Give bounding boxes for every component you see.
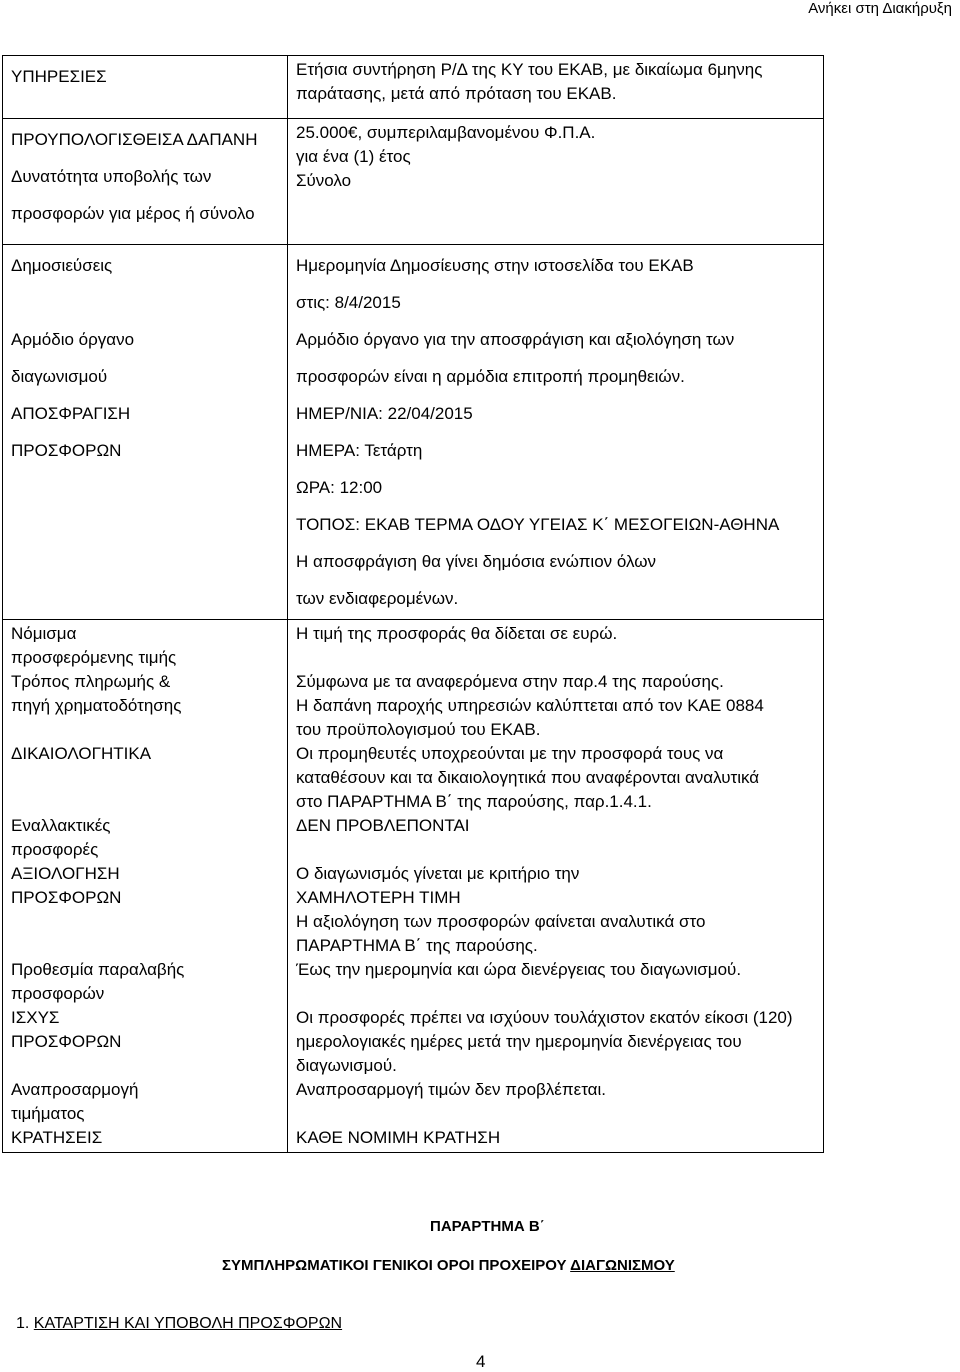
value-line: Οι προμηθευτές υποχρεούνται με την προσφορά τους να xyxy=(296,744,724,763)
spacer xyxy=(296,106,815,116)
label-line xyxy=(11,934,279,958)
value-line: Σύνολο xyxy=(296,171,352,190)
value-line: ΗΜΕΡΑ: Τετάρτη xyxy=(296,441,423,460)
value-line: Η τιμή της προσφοράς θα δίδεται σε ευρώ. xyxy=(296,624,618,643)
label-line xyxy=(11,766,279,790)
label-line: ΠΡΟΣΦΟΡΩΝ xyxy=(11,1032,122,1051)
spacer xyxy=(11,95,279,105)
value-line: των ενδιαφερομένων. xyxy=(296,589,459,608)
label-line xyxy=(11,910,279,934)
label-line: Αναπροσαρμογή xyxy=(11,1080,139,1099)
label-line: Δυνατότητα υποβολής των xyxy=(11,167,212,186)
label-line: τιμήματος xyxy=(11,1104,85,1123)
section-number: 1. xyxy=(16,1315,34,1332)
value-line: ΩΡΑ: 12:00 xyxy=(296,478,383,497)
label-line: Νόμισμα xyxy=(11,624,77,643)
value-line: παράτασης, μετά από πρόταση του ΕΚΑΒ. xyxy=(296,84,617,103)
value-line: ΧΑΜΗΛΟΤΕΡΗ ΤΙΜΗ xyxy=(296,888,461,907)
annex-subtitle xyxy=(222,1257,675,1274)
header-note: Ανήκει στη Διακήρυξη xyxy=(808,0,952,17)
label-line xyxy=(11,1054,279,1078)
value-cell xyxy=(288,56,824,119)
section-heading xyxy=(16,1315,342,1333)
value-line: Σύμφωνα με τα αναφερόμενα στην παρ.4 της παρούσης. xyxy=(296,672,724,691)
label-cell xyxy=(3,119,288,245)
label-line: ΚΡΑΤΗΣΕΙΣ xyxy=(11,1128,103,1147)
value-line: καταθέσουν και τα δικαιολογητικά που αναφέρονται αναλυτικά xyxy=(296,768,760,787)
value-line: Αναπροσαρμογή τιμών δεν προβλέπεται. xyxy=(296,1080,607,1099)
label-line: ΔΙΚΑΙΟΛΟΓΗΤΙΚΑ xyxy=(11,744,152,763)
label-line: Τρόπος πληρωμής & xyxy=(11,672,171,691)
value-line: ΗΜΕΡ/ΝΙΑ: 22/04/2015 xyxy=(296,404,473,423)
page-number: 4 xyxy=(476,1352,486,1371)
value-line: του προϋπολογισμού του ΕΚΑΒ. xyxy=(296,720,541,739)
label-line: ΠΡΟΥΠΟΛΟΓΙΣΘΕΙΣΑ ΔΑΠΑΝΗ xyxy=(11,130,258,149)
value-line: Έως την ημερομηνία και ώρα διενέργειας του διαγωνισμού. xyxy=(296,960,742,979)
value-line: διαγωνισμού. xyxy=(296,1056,397,1075)
value-line: Αρμόδιο όργανο για την αποσφράγιση και αξιολόγηση των xyxy=(296,330,735,349)
value-line xyxy=(296,646,815,670)
spacer xyxy=(11,232,279,242)
label-cell xyxy=(3,245,288,620)
value-line: ΠΑΡΑΡΤΗΜΑ Β΄ της παρούσης. xyxy=(296,936,538,955)
value-line: Η αποσφράγιση θα γίνει δημόσια ενώπιον όλων xyxy=(296,552,657,571)
annex-title: ΠΑΡΑΡΤΗΜΑ Β΄ xyxy=(430,1218,545,1235)
terms-table xyxy=(2,55,824,1153)
value-line: ΤΟΠΟΣ: ΕΚΑΒ ΤΕΡΜΑ ΟΔΟΥ ΥΓΕΙΑΣ Κ΄ ΜΕΣΟΓΕΙΩΝ-ΑΘΗΝΑ xyxy=(296,515,780,534)
label-cell xyxy=(3,56,288,119)
label-line: πηγή χρηματοδότησης xyxy=(11,696,182,715)
value-cell xyxy=(288,620,824,1153)
label-line: προσφορών xyxy=(11,984,105,1003)
label-line: ΥΠΗΡΕΣΙΕΣ xyxy=(11,67,107,86)
value-line: Η δαπάνη παροχής υπηρεσιών καλύπτεται από τον ΚΑΕ 0884 xyxy=(296,696,764,715)
label-line: ΠΡΟΣΦΟΡΩΝ xyxy=(11,441,122,460)
label-line xyxy=(11,790,279,814)
label-line: Εναλλακτικές xyxy=(11,816,111,835)
value-cell xyxy=(288,245,824,620)
label-line: προσφορές xyxy=(11,840,99,859)
value-line xyxy=(296,982,815,1006)
value-line: προσφορών είναι η αρμόδια επιτροπή προμηθειών. xyxy=(296,367,685,386)
row-services xyxy=(3,56,824,119)
label-line: ΠΡΟΣΦΟΡΩΝ xyxy=(11,888,122,907)
label-line: Δημοσιεύσεις xyxy=(11,256,113,275)
value-line: 25.000€, συμπεριλαμβανομένου Φ.Π.Α. xyxy=(296,123,596,142)
label-line: Αρμόδιο όργανο xyxy=(11,330,135,349)
label-cell xyxy=(3,620,288,1153)
value-line: για ένα (1) έτος xyxy=(296,147,411,166)
value-line: Ο διαγωνισμός γίνεται με κριτήριο την xyxy=(296,864,580,883)
label-line: προσφερόμενης τιμής xyxy=(11,648,177,667)
value-line: Ετήσια συντήρηση Ρ/Δ της ΚΥ του ΕΚΑΒ, με δικαίωμα 6μηνης xyxy=(296,60,763,79)
annex-subtitle-text: ΣΥΜΠΛΗΡΩΜΑΤΙΚΟΙ ΓΕΝΙΚΟΙ ΟΡΟΙ ΠΡΟΧΕΙΡΟΥ xyxy=(222,1257,571,1274)
label-line xyxy=(11,718,279,742)
section-title: ΚΑΤΑΡΤΙΣΗ ΚΑΙ ΥΠΟΒΟΛΗ ΠΡΟΣΦΟΡΩΝ xyxy=(33,1315,343,1332)
value-line: ΚΑΘΕ ΝΟΜΙΜΗ ΚΡΑΤΗΣΗ xyxy=(296,1128,501,1147)
label-line xyxy=(11,284,279,321)
label-line: ΙΣΧΥΣ xyxy=(11,1008,60,1027)
value-line xyxy=(296,1102,815,1126)
label-line: Προθεσμία παραλαβής xyxy=(11,960,185,979)
row-terms xyxy=(3,620,824,1153)
label-line: προσφορών για μέρος ή σύνολο xyxy=(11,204,255,223)
value-line: Ημερομηνία Δημοσίευσης στην ιστοσελίδα του ΕΚΑΒ xyxy=(296,256,694,275)
annex-subtitle-underlined: ΔΙΑΓΩΝΙΣΜΟΥ xyxy=(570,1257,675,1274)
value-line: στις: 8/4/2015 xyxy=(296,293,401,312)
value-line: Η αξιολόγηση των προσφορών φαίνεται αναλυτικά στο xyxy=(296,912,706,931)
label-line: ΑΠΟΣΦΡΑΓΙΣΗ xyxy=(11,404,131,423)
value-line: στο ΠΑΡΑΡΤΗΜΑ Β΄ της παρούσης, παρ.1.4.1. xyxy=(296,792,652,811)
label-line: ΑΞΙΟΛΟΓΗΣΗ xyxy=(11,864,120,883)
value-line: ημερολογιακές ημέρες μετά την ημερομηνία διενέργειας του xyxy=(296,1032,742,1051)
row-publications xyxy=(3,245,824,620)
value-cell xyxy=(288,119,824,245)
row-budget xyxy=(3,119,824,245)
value-line: Οι προσφορές πρέπει να ισχύουν τουλάχιστον εκατόν είκοσι (120) xyxy=(296,1008,793,1027)
value-line: ΔΕΝ ΠΡΟΒΛΕΠΟΝΤΑΙ xyxy=(296,816,470,835)
label-line: διαγωνισμού xyxy=(11,367,108,386)
value-line xyxy=(296,838,815,862)
